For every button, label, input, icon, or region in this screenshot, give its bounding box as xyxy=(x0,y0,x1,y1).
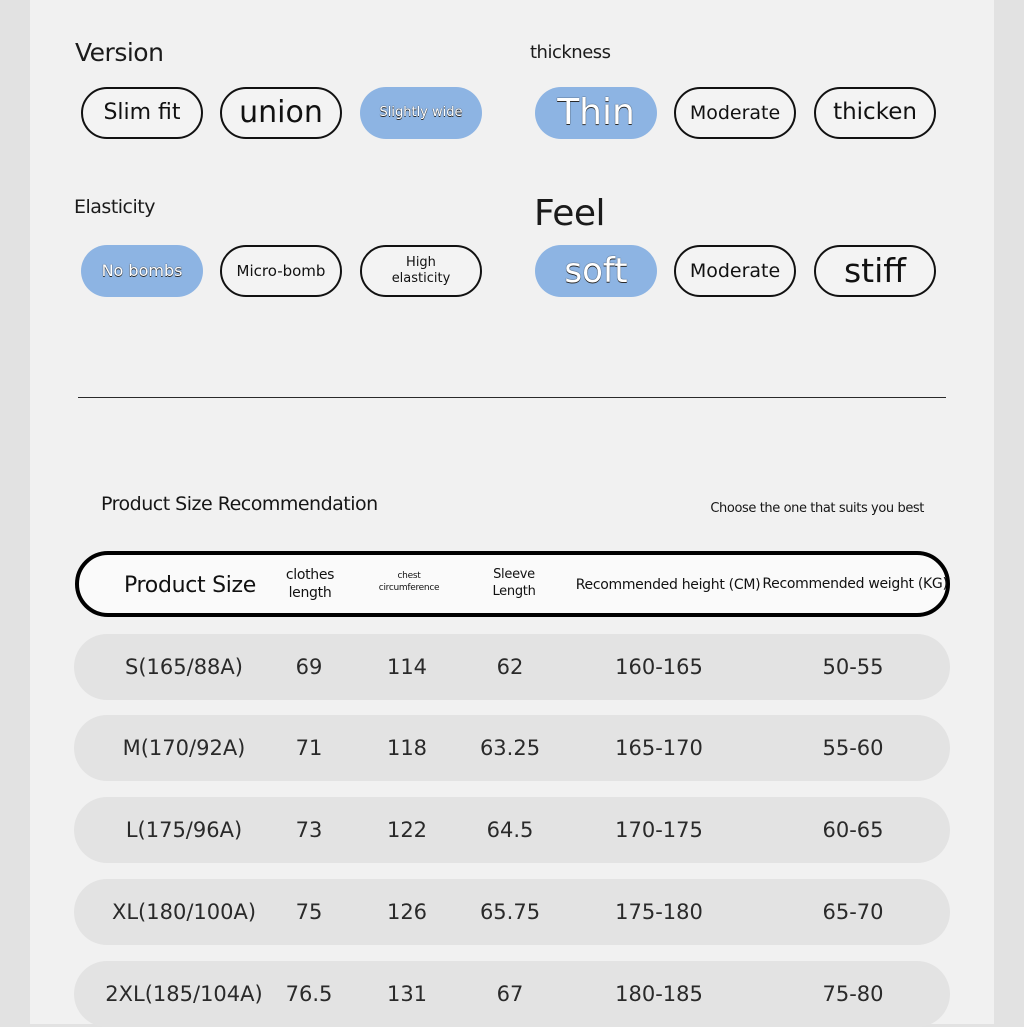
table-row xyxy=(74,961,950,1027)
table-row xyxy=(74,879,950,945)
cell-height: 175-180 xyxy=(615,900,703,924)
header-recommended-weight: Recommended weight (KG) xyxy=(762,576,948,592)
cell-height: 165-170 xyxy=(615,736,703,760)
feel-option-stiff[interactable]: stiff xyxy=(814,245,936,297)
feel-option-moderate[interactable]: Moderate xyxy=(674,245,796,297)
table-row xyxy=(74,634,950,700)
feel-title: Feel xyxy=(534,193,606,234)
cell-sleeve: 65.75 xyxy=(479,900,541,924)
cell-chest: 114 xyxy=(386,655,428,679)
cell-height: 170-175 xyxy=(615,818,703,842)
header-chest-circumference-text: chest circumference xyxy=(378,571,440,593)
cell-size: 2XL(185/104A) xyxy=(105,982,263,1006)
thickness-option-thicken[interactable]: thicken xyxy=(814,87,936,139)
cell-weight: 55-60 xyxy=(822,736,884,760)
cell-size: S(165/88A) xyxy=(125,655,243,679)
thickness-option-moderate[interactable]: Moderate xyxy=(674,87,796,139)
table-row xyxy=(74,715,950,781)
cell-height: 160-165 xyxy=(615,655,703,679)
feel-option-soft[interactable]: soft xyxy=(535,245,657,297)
cell-height: 180-185 xyxy=(615,982,703,1006)
header-chest-circumference xyxy=(369,571,449,594)
header-product-size: Product Size xyxy=(123,573,257,598)
elasticity-option-micro-bomb[interactable]: Micro-bomb xyxy=(220,245,342,297)
cell-weight: 60-65 xyxy=(822,818,884,842)
cell-sleeve: 63.25 xyxy=(479,736,541,760)
section-divider xyxy=(78,397,946,398)
thickness-title: thickness xyxy=(530,42,611,63)
cell-chest: 118 xyxy=(386,736,428,760)
cell-sleeve: 64.5 xyxy=(486,818,534,842)
version-option-union[interactable]: union xyxy=(220,87,342,139)
header-clothes-length-text: clothes length xyxy=(285,567,335,602)
thickness-option-thin[interactable]: Thin xyxy=(535,87,657,139)
header-clothes-length xyxy=(275,566,345,602)
cell-chest: 126 xyxy=(386,900,428,924)
cell-clothes-length: 71 xyxy=(295,736,323,760)
header-recommended-height: Recommended height (CM) xyxy=(575,577,761,593)
header-sleeve-length xyxy=(479,567,549,601)
elasticity-option-high-elasticity[interactable]: High elasticity xyxy=(360,245,482,297)
version-option-slim-fit[interactable]: Slim fit xyxy=(81,87,203,139)
version-title: Version xyxy=(75,38,164,67)
cell-chest: 122 xyxy=(386,818,428,842)
cell-clothes-length: 76.5 xyxy=(285,982,333,1006)
size-section-title: Product Size Recommendation xyxy=(101,493,378,515)
table-row xyxy=(74,797,950,863)
cell-weight: 75-80 xyxy=(822,982,884,1006)
cell-clothes-length: 73 xyxy=(295,818,323,842)
cell-weight: 65-70 xyxy=(822,900,884,924)
cell-size: XL(180/100A) xyxy=(111,900,257,924)
cell-sleeve: 62 xyxy=(496,655,524,679)
cell-size: M(170/92A) xyxy=(122,736,246,760)
cell-clothes-length: 69 xyxy=(295,655,323,679)
elasticity-title: Elasticity xyxy=(74,196,155,218)
size-table-header xyxy=(75,551,950,617)
header-sleeve-length-text: Sleeve Length xyxy=(492,567,536,599)
size-section-note: Choose the one that suits you best xyxy=(710,501,924,516)
cell-size: L(175/96A) xyxy=(125,818,243,842)
cell-clothes-length: 75 xyxy=(295,900,323,924)
cell-sleeve: 67 xyxy=(496,982,524,1006)
cell-chest: 131 xyxy=(386,982,428,1006)
cell-weight: 50-55 xyxy=(822,655,884,679)
version-option-slightly-wide[interactable]: Slightly wide xyxy=(360,87,482,139)
elasticity-option-no-bombs[interactable]: No bombs xyxy=(81,245,203,297)
